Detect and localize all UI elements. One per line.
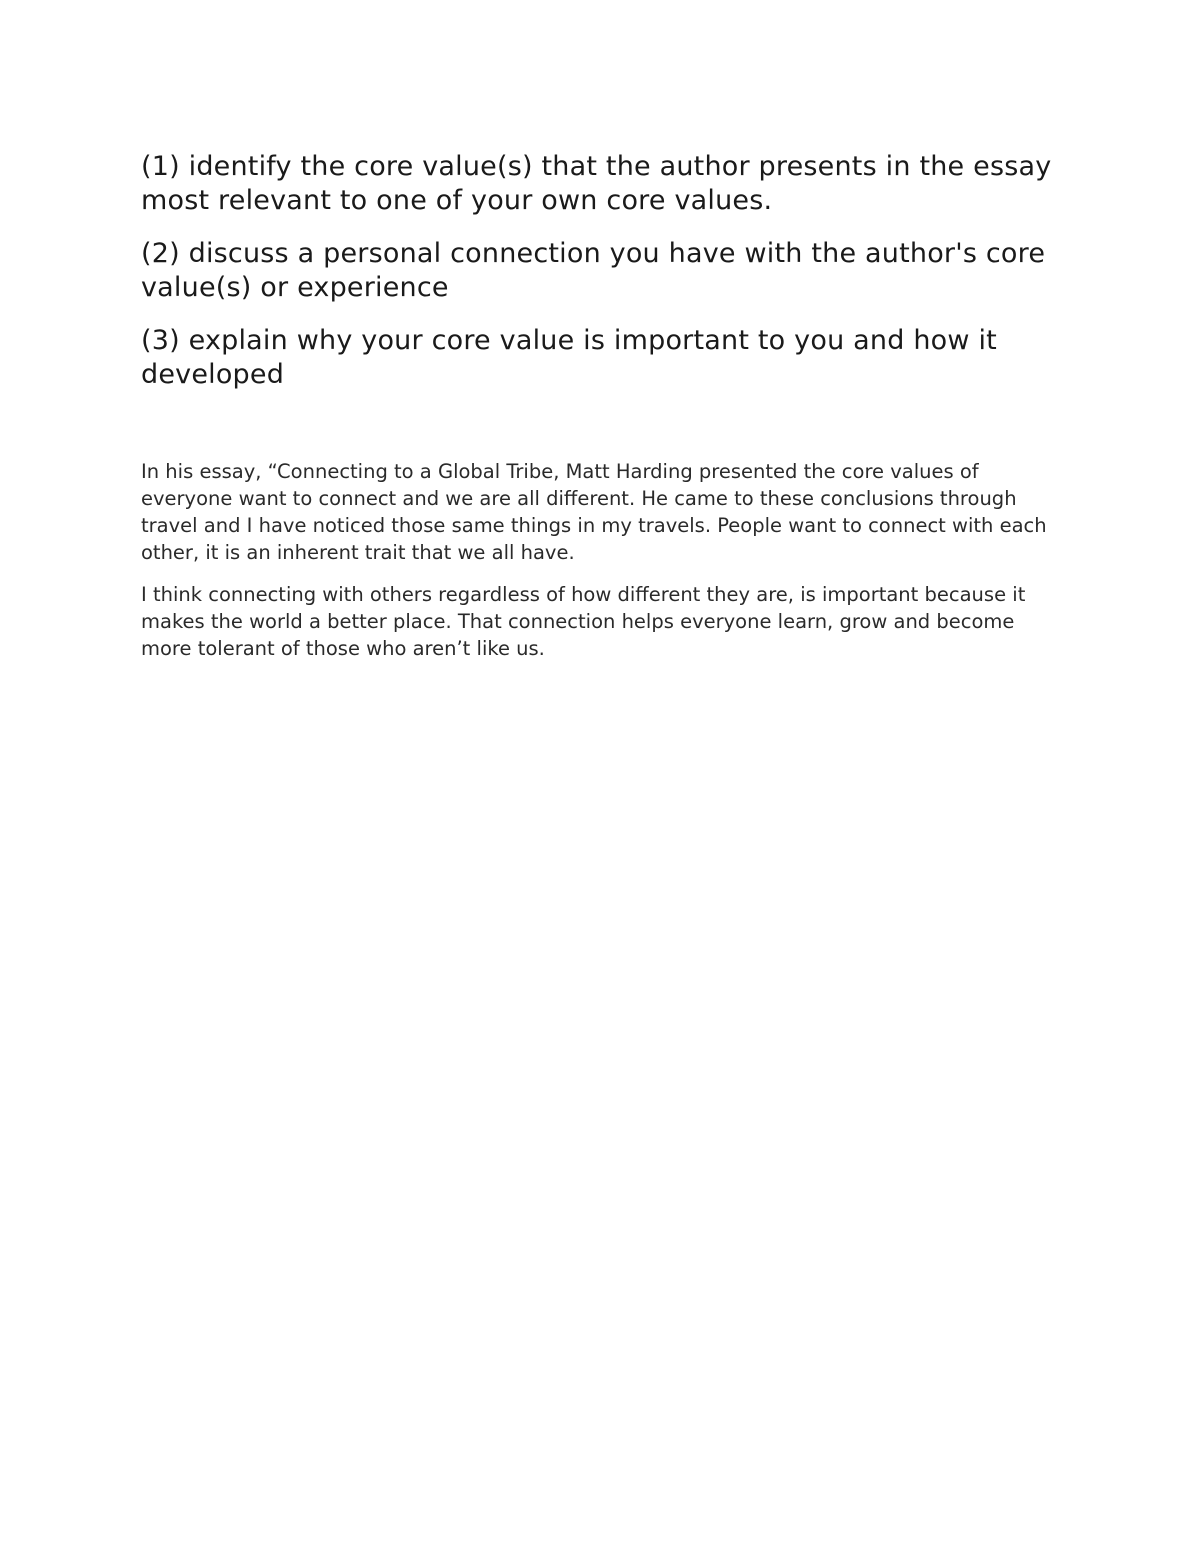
assignment-prompts	[141, 150, 1071, 392]
document-body	[141, 150, 1071, 677]
prompt-1: (1) identify the core value(s) that the author presents in the essay most relevant to one of your own core values.	[141, 151, 1052, 216]
essay-response	[141, 458, 1071, 662]
prompt-3: (3) explain why your core value is important to you and how it developed	[141, 325, 997, 390]
prompt-2: (2) discuss a personal connection you have with the author's core value(s) or experience	[141, 238, 1046, 303]
essay-paragraph-1: In his essay, “Connecting to a Global Tribe, Matt Harding presented the core values of everyone want to connect and we are all different. He came to these conclusions through travel and I have noticed those same things in my travels. People want to connect with each other, it is an inherent trait that we all have.	[141, 460, 1047, 564]
essay-paragraph-2: I think connecting with others regardless of how different they are, is important because it makes the world a better place. That connection helps everyone learn, grow and become more tolerant of those who aren’t like us.	[141, 583, 1026, 660]
